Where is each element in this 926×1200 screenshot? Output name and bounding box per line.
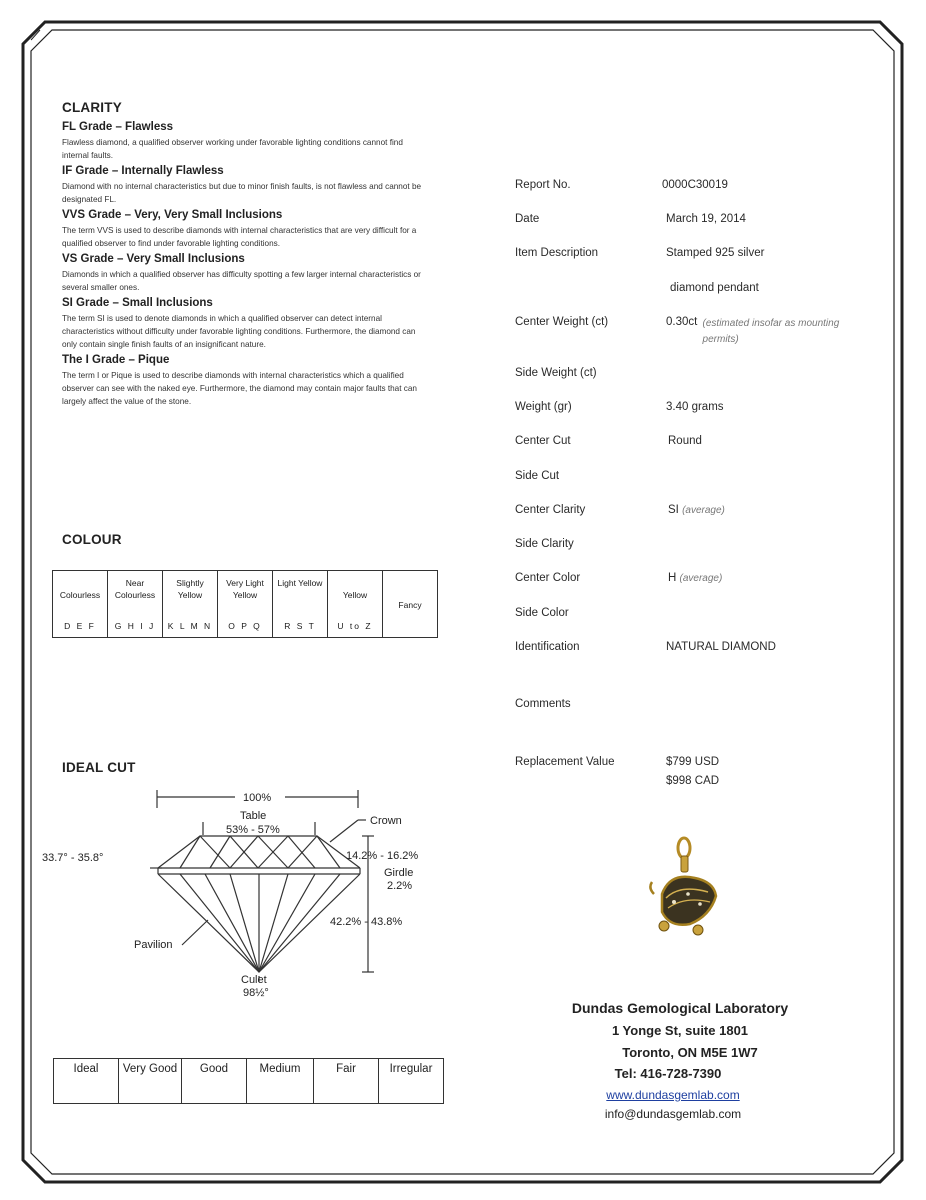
cut-grade-cell: Fair [314, 1059, 379, 1104]
grade-text: Diamond with no internal characteristics but due to minor finish faults, is not flawless and cannot be designated FL. [62, 182, 422, 204]
colour-label: Light Yellow [277, 578, 323, 588]
colour-label: Fancy [398, 600, 422, 610]
clarity-heading: CLARITY [62, 100, 122, 115]
report-value: March 19, 2014 [666, 213, 746, 225]
cut-grade-cell: Very Good [119, 1059, 182, 1104]
report-label: Side Clarity [515, 538, 574, 550]
lab-name: Dundas Gemological Laboratory [571, 1000, 789, 1016]
grade-title: SI Grade – Small Inclusions [62, 297, 213, 309]
crown-label: Crown [370, 815, 402, 827]
colour-cell [383, 571, 438, 638]
colour-label: Yellow [342, 590, 368, 600]
report-value [668, 504, 725, 516]
grade-title: VS Grade – Very Small Inclusions [62, 253, 245, 265]
lab-website-link[interactable] [513, 1088, 833, 1102]
grade-title: The I Grade – Pique [62, 354, 170, 366]
grade-title: VVS Grade – Very, Very Small Inclusions [62, 209, 283, 221]
table-range-label: 53% - 57% [226, 824, 280, 836]
colour-cell [273, 571, 328, 638]
report-note: (average) [682, 505, 725, 516]
report-label: Replacement Value [515, 756, 615, 768]
colour-cell [53, 571, 108, 638]
report-label: Date [515, 213, 540, 225]
report-value: diamond pendant [670, 282, 759, 294]
report-label: Report No. [515, 179, 571, 191]
colour-label: Near Colourless [114, 578, 156, 600]
report-label: Side Cut [515, 470, 560, 482]
grade-vs [62, 253, 422, 294]
colour-cell [163, 571, 218, 638]
girdle-value-label: 2.2% [387, 880, 413, 892]
report-label: Center Cut [515, 435, 571, 447]
lab-address-1: 1 Yonge St, suite 1801 [611, 1023, 749, 1038]
colour-cell [218, 571, 273, 638]
colour-range: O P Q [228, 621, 262, 631]
colour-heading: COLOUR [62, 532, 122, 547]
grade-text: The term SI is used to denote diamonds in which a qualified observer can detect internal characteristics without difficulty under favorable lighting conditions. Furthermore, the diamond can only contain single finish faults of an insignificant nature. [62, 314, 416, 349]
grade-text: The term I or Pique is used to describe diamonds with internal characteristics which a qualified observer can see with the naked eye. Furthermore, the diamond may contain major faults that can largely affect the value of the stone. [62, 371, 417, 406]
report-value-text: 0.30ct [666, 316, 698, 328]
cut-grade-table [53, 1058, 444, 1104]
cut-grade-cell: Ideal [54, 1059, 119, 1104]
cut-grade-cell: Irregular [379, 1059, 444, 1104]
report-label: Center Color [515, 572, 581, 584]
report-value [666, 316, 853, 348]
colour-range: K L M N [167, 621, 213, 631]
girdle-label: Girdle [384, 867, 414, 879]
website-link-text[interactable]: www.dundasgemlab.com [606, 1088, 740, 1102]
report-label: Identification [515, 641, 580, 653]
table-label: Table [240, 810, 267, 822]
report-label: Side Color [515, 607, 569, 619]
cut-grade-cell: Medium [247, 1059, 314, 1104]
width-label: 100% [243, 792, 272, 804]
lab-telephone: Tel: 416-728-7390 [614, 1066, 722, 1081]
grade-vvs [62, 209, 422, 250]
colour-scale-table [52, 570, 438, 638]
lab-email: info@dundasgemlab.com [604, 1107, 742, 1121]
clarity-section [62, 100, 422, 408]
grade-if [62, 165, 422, 206]
pavilion-label: Pavilion [134, 939, 173, 951]
colour-range: D E F [64, 621, 96, 631]
report-value: $799 USD [666, 756, 720, 768]
report-label: Weight (gr) [515, 401, 572, 413]
report-label: Center Weight (ct) [515, 316, 609, 328]
colour-cell [328, 571, 383, 638]
ideal-cut-heading: IDEAL CUT [62, 760, 136, 775]
grade-title: FL Grade – Flawless [62, 121, 174, 133]
report-note: (estimated insofar as mounting permits) [702, 318, 840, 345]
report-value: Stamped 925 silver [666, 247, 765, 259]
report-label: Item Description [515, 247, 599, 259]
report-label: Comments [515, 698, 571, 710]
report-label: Side Weight (ct) [515, 367, 597, 379]
lab-address-2: Toronto, ON M5E 1W7 [622, 1045, 758, 1060]
report-note: (average) [679, 573, 723, 584]
pendant-image [640, 832, 730, 947]
report-value: 0000C30019 [662, 179, 728, 191]
grade-text: Flawless diamond, a qualified observer working under favorable lighting conditions cannot find internal faults. [62, 138, 403, 160]
pavilion-depth-label: 42.2% - 43.8% [330, 916, 403, 928]
cut-grade-cell: Good [182, 1059, 247, 1104]
colour-range: U to Z [337, 621, 373, 631]
diamond-diagram [40, 780, 440, 1005]
report-value: NATURAL DIAMOND [666, 641, 776, 653]
grade-title: IF Grade – Internally Flawless [62, 165, 224, 177]
grade-fl [62, 121, 422, 162]
crown-height-label: 14.2% - 16.2% [346, 850, 419, 862]
colour-range: G H I J [114, 621, 156, 631]
grade-text: Diamonds in which a qualified observer has difficulty spotting a few larger internal characteristics or several smaller ones. [62, 270, 421, 292]
colour-cell [108, 571, 163, 638]
grade-text: The term VVS is used to describe diamonds with internal characteristics that are very difficult for a qualified observer to find under favorable lighting conditions. [62, 226, 417, 248]
report-value: Round [668, 435, 702, 447]
report-label: Center Clarity [515, 504, 586, 516]
report-value-text: H [668, 572, 677, 584]
colour-label: Very Light Yellow [226, 578, 264, 600]
colour-label: Colourless [59, 590, 101, 600]
colour-range: R S T [284, 621, 316, 631]
report-value-2: $998 CAD [666, 775, 720, 787]
culet-label: Culet [241, 974, 267, 986]
colour-label: Slightly Yellow [176, 578, 204, 600]
report-value [668, 572, 722, 584]
grade-si [62, 297, 422, 351]
crown-angle-label: 33.7° - 35.8° [42, 852, 104, 864]
culet-value-label: 98½° [243, 987, 269, 999]
report-value: 3.40 grams [666, 401, 724, 413]
grade-i [62, 354, 422, 408]
report-value-text: SI [668, 504, 679, 516]
